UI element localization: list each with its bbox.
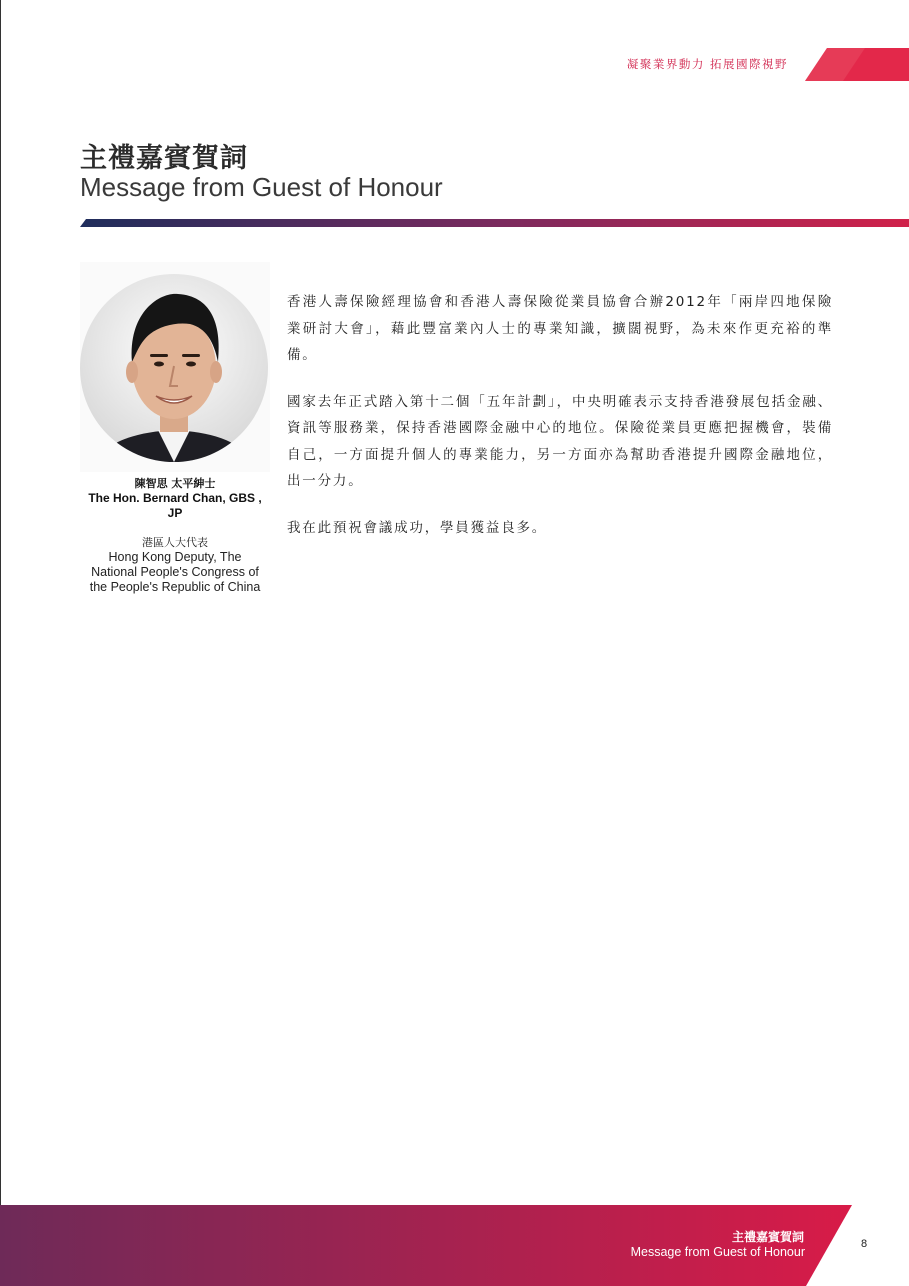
header-accent-tab <box>805 48 909 81</box>
guest-role-en-line-1: Hong Kong Deputy, The <box>108 550 242 564</box>
footer-title-en: Message from Guest of Honour <box>630 1245 805 1259</box>
message-paragraph: 香港人壽保險經理協會和香港人壽保險從業員協會合辦2012年「兩岸四地保險業研討大會」，藉此豐富業內人士的專業知識，擴闊視野，為未來作更充裕的準備。 <box>287 294 833 363</box>
page-title-zh: 主禮嘉賓賀詞 <box>80 143 248 174</box>
guest-role-zh: 港區人大代表 <box>142 536 208 549</box>
message-paragraph: 國家去年正式踏入第十二個「五年計劃」，中央明確表示支持香港發展包括金融、資訊等服務業，保持香港國際金融中心的地位。保險從業員更應把握機會，裝備自己，一方面提升個人的專業能力，另一方面亦為幫助香港提升國際金融地位，出一分力。 <box>287 393 833 489</box>
page-left-border <box>0 0 1 1286</box>
guest-role-en-line-2: National People's Congress of <box>91 565 259 579</box>
guest-role-en-line-3: the People's Republic of China <box>89 580 261 594</box>
page-number: 8 <box>860 1238 868 1250</box>
footer-title-zh: 主禮嘉賓賀詞 <box>731 1230 804 1244</box>
guest-name-zh: 陳智思 太平紳士 <box>134 477 216 490</box>
header-tagline: 凝聚業界動力 拓展國際視野 <box>626 57 788 71</box>
guest-portrait <box>80 262 270 472</box>
guest-name-en: The Hon. Bernard Chan, GBS , JP <box>88 491 262 520</box>
message-paragraph: 我在此預祝會議成功，學員獲益良多。 <box>287 519 548 536</box>
message-body <box>287 289 833 561</box>
title-gradient-bar <box>80 219 909 227</box>
page-title-en: Message from Guest of Honour <box>80 172 443 202</box>
guest-caption <box>80 477 270 595</box>
